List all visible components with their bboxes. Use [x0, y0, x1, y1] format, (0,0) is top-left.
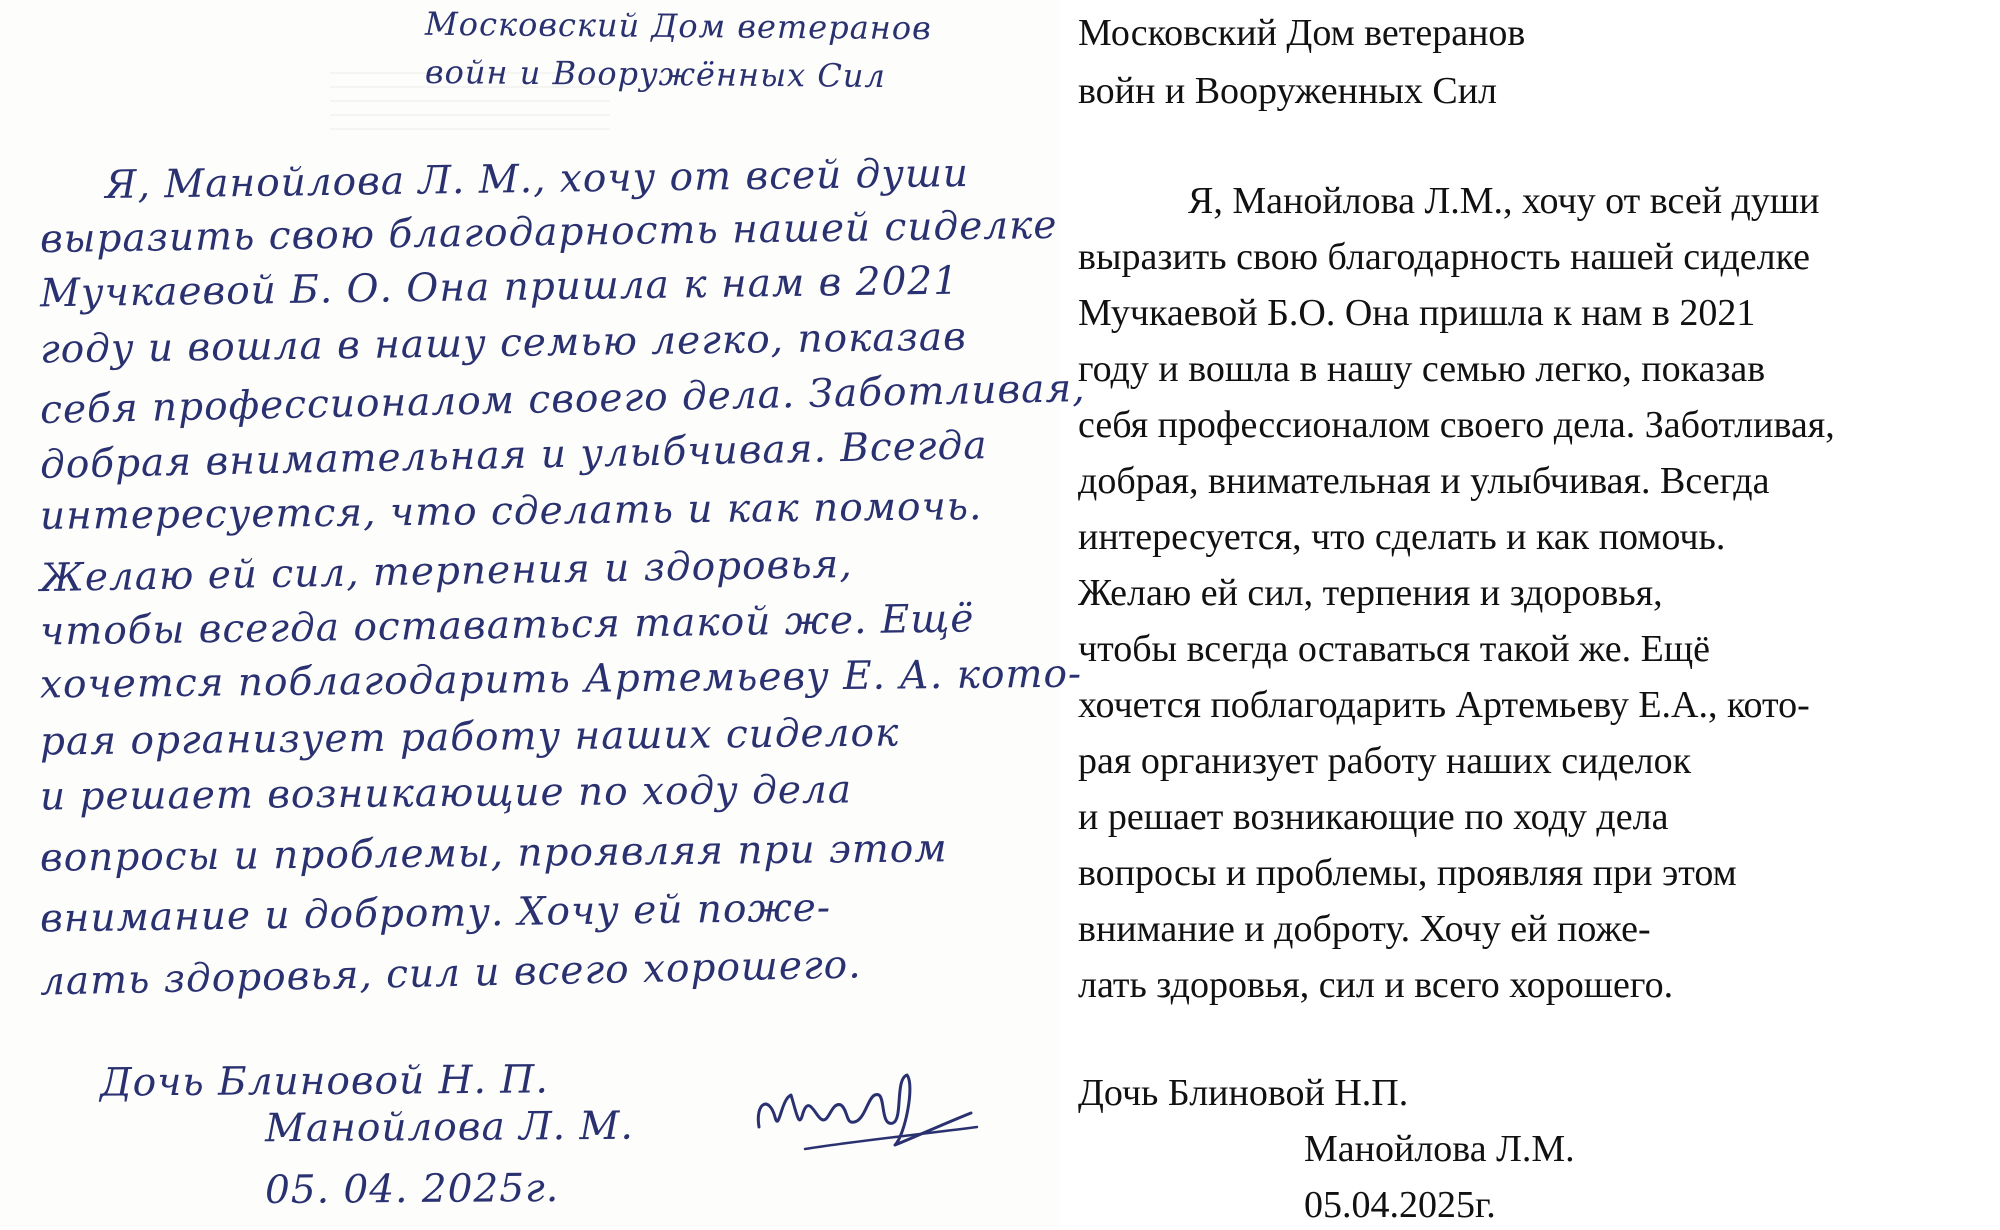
typed-transcription: [1078, 0, 2000, 1230]
handwritten-body-line-10: хочется поблагодарить Артемьеву Е. А. кото-: [39, 651, 1083, 708]
handwritten-closing-date: 05. 04. 2025г.: [264, 1165, 560, 1214]
handwritten-body-line-14: внимание и доброту. Хочу ей поже-: [39, 885, 832, 942]
typed-body-line-9: чтобы всегда оставаться такой же. Ещё: [1078, 628, 1711, 670]
typed-body-line-10: хочется поблагодарить Артемьеву Е.А., кото-: [1078, 684, 1810, 726]
typed-body-line-15: лать здоровья, сил и всего хорошего.: [1078, 964, 1674, 1006]
handwritten-body-line-5: себя профессионалом своего дела. Заботливая,: [39, 366, 1087, 433]
handwritten-body-line-11: рая организует работу наших сиделок: [39, 710, 900, 765]
typed-body-line-11: рая организует работу наших сиделок: [1078, 740, 1692, 782]
typed-body-line-4: году и вошла в нашу семью легко, показав: [1078, 348, 1766, 390]
typed-body-line-14: внимание и доброту. Хочу ей поже-: [1078, 908, 1651, 950]
handwritten-body-line-7: интересуется, что сделать и как помочь.: [39, 484, 983, 539]
handwritten-body-line-15: лать здоровья, сил и всего хорошего.: [39, 942, 862, 1005]
typed-body-line-13: вопросы и проблемы, проявляя при этом: [1078, 852, 1737, 894]
typed-header-line-1: Московский Дом ветеранов: [1078, 12, 1526, 54]
handwritten-header-line-2: войн и Вооружённых Сил: [424, 52, 887, 96]
typed-closing-signatory: Манойлова Л.М.: [1304, 1128, 1575, 1170]
typed-body-line-1: Я, Манойлова Л.М., хочу от всей души: [1188, 180, 1820, 222]
typed-body-line-7: интересуется, что сделать и как помочь.: [1078, 516, 1726, 558]
typed-closing-relation: Дочь Блиновой Н.П.: [1078, 1072, 1409, 1114]
typed-body-line-6: добрая, внимательная и улыбчивая. Всегда: [1078, 460, 1770, 502]
handwritten-body-line-12: и решает возникающие по ходу дела: [39, 767, 853, 820]
typed-body-line-12: и решает возникающие по ходу дела: [1078, 796, 1669, 838]
typed-body-line-2: выразить свою благодарность нашей сиделке: [1078, 236, 1811, 278]
handwritten-body-line-3: Мучкаевой Б. О. Она пришла к нам в 2021: [39, 258, 960, 317]
handwritten-body-line-13: вопросы и проблемы, проявляя при этом: [39, 826, 948, 881]
handwritten-closing-signatory: Манойлова Л. М.: [264, 1103, 634, 1152]
signature: [745, 1055, 985, 1165]
handwritten-body-line-9: чтобы всегда оставаться такой же. Ещё: [39, 596, 975, 655]
typed-body-line-3: Мучкаевой Б.О. Она пришла к нам в 2021: [1078, 292, 1756, 334]
handwritten-header-line-1: Московский Дом ветеранов: [424, 4, 932, 48]
typed-body-line-5: себя профессионалом своего дела. Заботливая,: [1078, 404, 1835, 446]
typed-body-line-8: Желаю ей сил, терпения и здоровья,: [1078, 572, 1663, 614]
typed-header-line-2: войн и Вооруженных Сил: [1078, 70, 1498, 112]
typed-closing-date: 05.04.2025г.: [1304, 1184, 1496, 1226]
handwritten-closing-relation: Дочь Блиновой Н. П.: [99, 1057, 549, 1106]
handwritten-body-line-6: добрая внимательная и улыбчивая. Всегда: [39, 423, 988, 488]
handwritten-body-line-2: выразить свою благодарность нашей сиделке: [39, 202, 1058, 263]
handwritten-body-line-8: Желаю ей сил, терпения и здоровья,: [39, 541, 854, 602]
handwritten-body-line-1: Я, Манойлова Л. М., хочу от всей души: [104, 150, 970, 209]
handwritten-body-line-4: году и вошла в нашу семью легко, показав: [39, 314, 968, 373]
